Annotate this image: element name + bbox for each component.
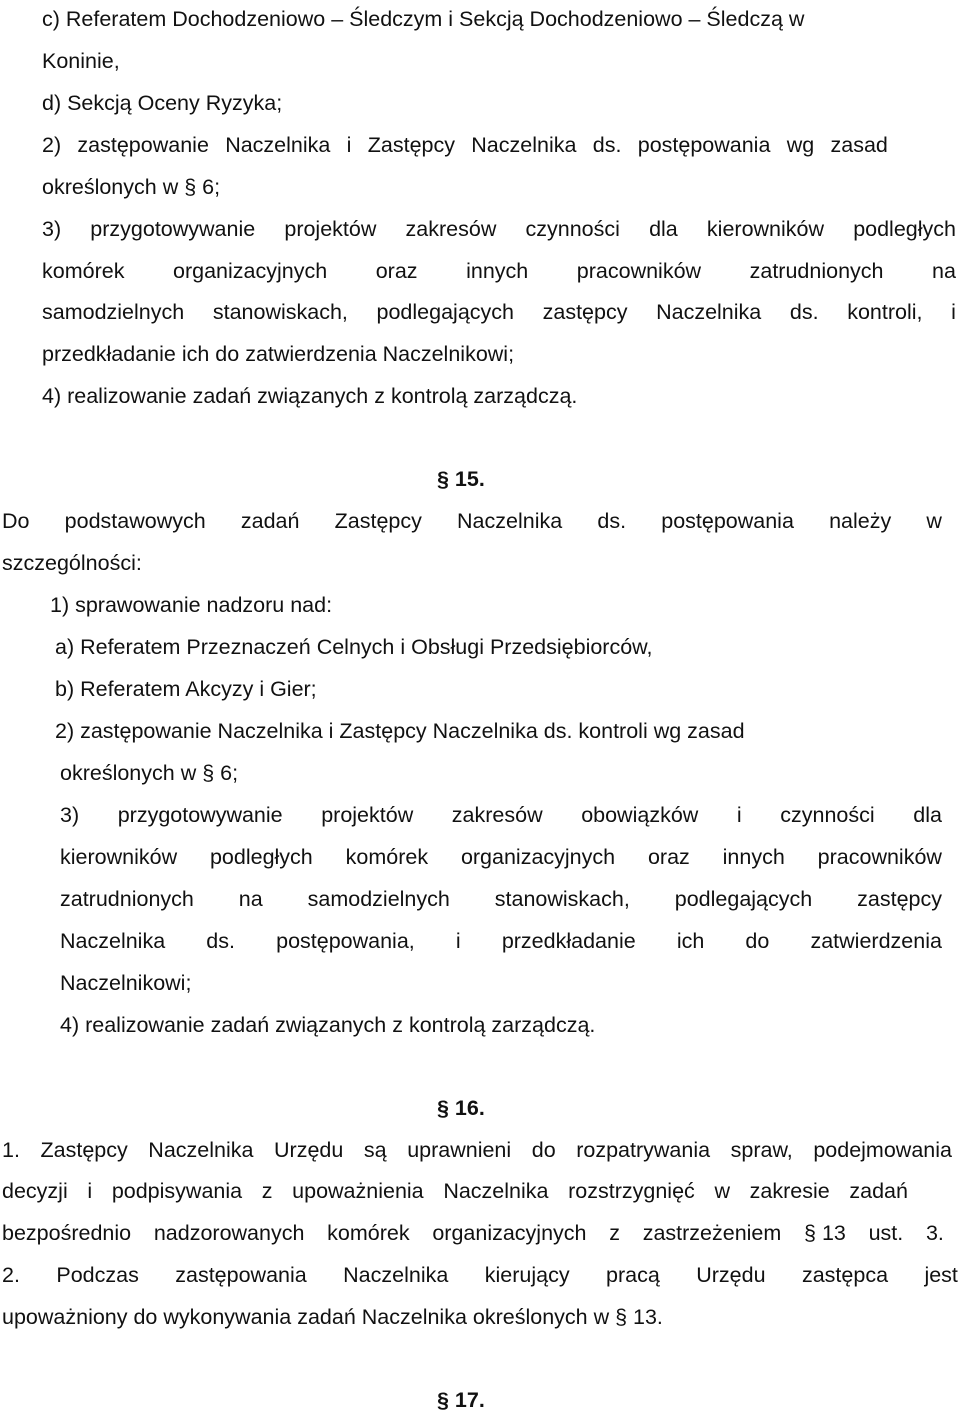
word: dla	[649, 217, 678, 241]
section-15-item-3-line-5: Naczelnikowi;	[60, 971, 192, 995]
word: postępowania,	[276, 929, 415, 953]
word: wg	[786, 133, 815, 157]
word: są	[363, 1138, 387, 1162]
word: rozpatrywania	[576, 1138, 711, 1162]
word: Zastępcy	[40, 1138, 128, 1162]
word: Urzędu	[274, 1138, 344, 1162]
word: organizacyjnych	[460, 845, 616, 869]
word: Naczelnika	[225, 133, 331, 157]
word: w	[926, 509, 942, 533]
word: 2)	[42, 133, 62, 157]
section-17-heading: § 17.	[437, 1388, 485, 1412]
item-d-text: d) Sekcją Oceny Ryzyka;	[42, 91, 283, 115]
word: zakresów	[405, 217, 497, 241]
word: czynności	[780, 803, 875, 827]
word: podległych	[853, 217, 956, 241]
word: zakresów	[451, 803, 543, 827]
word: innych	[722, 845, 785, 869]
word: ust.	[868, 1221, 904, 1245]
item-c-continuation: Koninie,	[42, 49, 120, 73]
section-15-item-3-line-4	[60, 927, 942, 955]
word: samodzielnych	[307, 887, 450, 911]
word: stanowiskach,	[494, 887, 630, 911]
section-15-intro-line-2: szczególności:	[2, 551, 142, 575]
word: jest	[924, 1263, 958, 1287]
word: czynności	[525, 217, 620, 241]
word: i	[455, 929, 461, 953]
word: zadań	[849, 1179, 908, 1203]
section-15-item-2: 2) zastępowanie Naczelnika i Zastępcy Naczelnika ds. kontroli wg zasad	[55, 719, 745, 743]
word: z	[609, 1221, 620, 1245]
word: obowiązków	[581, 803, 699, 827]
word: podpisywania	[111, 1179, 243, 1203]
word: komórek	[345, 845, 429, 869]
word: innych	[466, 259, 529, 283]
word: podlegających	[674, 887, 813, 911]
word: i	[87, 1179, 93, 1203]
item-3-line-4: przedkładanie ich do zatwierdzenia Naczelnikowi;	[42, 342, 515, 366]
word: i	[736, 803, 742, 827]
word: podległych	[209, 845, 313, 869]
word: zastępcy	[857, 887, 942, 911]
word: na	[932, 259, 956, 283]
word: 2.	[2, 1263, 20, 1287]
word: przygotowywanie	[117, 803, 283, 827]
word: zastępowanie	[77, 133, 209, 157]
section-15-item-4: 4) realizowanie zadań związanych z kontrolą zarządczą.	[60, 1013, 596, 1037]
word: komórek	[42, 259, 125, 283]
word: komórek	[327, 1221, 410, 1245]
word: do	[745, 929, 770, 953]
section-16-paragraph-1-line-3	[2, 1219, 944, 1247]
word: uprawnieni	[407, 1138, 512, 1162]
word: zadań	[240, 509, 300, 533]
section-15-item-1: 1) sprawowanie nadzoru nad:	[50, 593, 333, 617]
word: postępowania	[661, 509, 794, 533]
word: Urzędu	[696, 1263, 766, 1287]
section-15-item-3-line-3	[60, 885, 942, 913]
word: ds.	[206, 929, 235, 953]
word: zastrzeżeniem	[642, 1221, 782, 1245]
word: podstawowych	[64, 509, 206, 533]
word: projektów	[284, 217, 377, 241]
item-3-line-3	[42, 298, 956, 326]
section-15-item-a: a) Referatem Przeznaczeń Celnych i Obsługi Przedsiębiorców,	[55, 635, 653, 659]
word: rozstrzygnięć	[568, 1179, 695, 1203]
word: Naczelnika	[148, 1138, 254, 1162]
word: ich	[676, 929, 705, 953]
word: pracowników	[576, 259, 702, 283]
section-15-intro-line-1	[2, 507, 942, 535]
word: Naczelnika	[60, 929, 166, 953]
word: Naczelnika	[443, 1179, 549, 1203]
word: dla	[913, 803, 942, 827]
word: Do	[2, 509, 30, 533]
section-16-paragraph-2-line-2: upoważniony do wykonywania zadań Naczelnika określonych w § 13.	[2, 1305, 663, 1329]
word: 3)	[60, 803, 80, 827]
word: spraw,	[730, 1138, 793, 1162]
word: projektów	[321, 803, 414, 827]
word: postępowania	[637, 133, 771, 157]
word: zasad	[830, 133, 888, 157]
word: Naczelnika	[471, 133, 577, 157]
word: zastępcy	[542, 300, 628, 324]
word: 1.	[2, 1138, 20, 1162]
word: Podczas	[56, 1263, 139, 1287]
word: ds.	[597, 509, 627, 533]
word: zatrudnionych	[749, 259, 884, 283]
word: w	[714, 1179, 730, 1203]
word: podejmowania	[813, 1138, 952, 1162]
word: pracowników	[817, 845, 942, 869]
word: decyzji	[2, 1179, 68, 1203]
section-15-heading: § 15.	[437, 467, 485, 491]
word: ds.	[789, 300, 819, 324]
word: i	[951, 300, 956, 324]
word: z	[261, 1179, 273, 1203]
item-4-text: 4) realizowanie zadań związanych z kontrolą zarządczą.	[42, 384, 578, 408]
word: Naczelnika	[656, 300, 762, 324]
section-16-paragraph-2-line-1	[2, 1261, 958, 1289]
word: bezpośrednio	[2, 1221, 132, 1245]
word: organizacyjnych	[432, 1221, 587, 1245]
word: zatrudnionych	[60, 887, 194, 911]
word: Naczelnika	[457, 509, 563, 533]
word: przedkładanie	[501, 929, 636, 953]
word: kontroli,	[847, 300, 923, 324]
word: organizacyjnych	[173, 259, 328, 283]
word: i	[346, 133, 352, 157]
item-2-continuation: określonych w § 6;	[42, 175, 221, 199]
word: § 13	[804, 1221, 846, 1245]
item-c-text: c) Referatem Dochodzeniowo – Śledczym i Sekcją Dochodzeniowo – Śledczą w	[42, 7, 805, 31]
item-2-line	[42, 131, 888, 159]
word: zakresie	[749, 1179, 830, 1203]
word: 3.	[925, 1221, 944, 1245]
word: 3)	[42, 217, 62, 241]
item-3-line-1	[42, 215, 956, 243]
word: Naczelnika	[343, 1263, 449, 1287]
word: upoważnienia	[292, 1179, 424, 1203]
word: samodzielnych	[42, 300, 185, 324]
word: oraz	[375, 259, 418, 283]
section-16-heading: § 16.	[437, 1096, 485, 1120]
word: kierujący	[484, 1263, 570, 1287]
word: Zastępcy	[334, 509, 422, 533]
word: podlegających	[376, 300, 514, 324]
word: nadzorowanych	[153, 1221, 305, 1245]
word: ds.	[592, 133, 622, 157]
section-15-item-3-line-2	[60, 843, 942, 871]
section-15-item-2-continuation: określonych w § 6;	[60, 761, 239, 785]
section-15-item-b: b) Referatem Akcyzy i Gier;	[55, 677, 317, 701]
word: oraz	[647, 845, 690, 869]
word: zatwierdzenia	[810, 929, 942, 953]
word: kierowników	[60, 845, 178, 869]
item-3-line-2	[42, 257, 956, 285]
word: stanowiskach,	[212, 300, 348, 324]
section-16-paragraph-1-line-1	[2, 1136, 952, 1164]
word: na	[238, 887, 263, 911]
word: należy	[829, 509, 892, 533]
word: pracą	[606, 1263, 660, 1287]
word: zastępca	[801, 1263, 889, 1287]
word: przygotowywanie	[90, 217, 256, 241]
word: Zastępcy	[367, 133, 455, 157]
word: zastępowania	[175, 1263, 307, 1287]
word: do	[531, 1138, 556, 1162]
section-15-item-3-line-1	[60, 801, 942, 829]
section-16-paragraph-1-line-2	[2, 1177, 908, 1205]
word: kierowników	[706, 217, 825, 241]
